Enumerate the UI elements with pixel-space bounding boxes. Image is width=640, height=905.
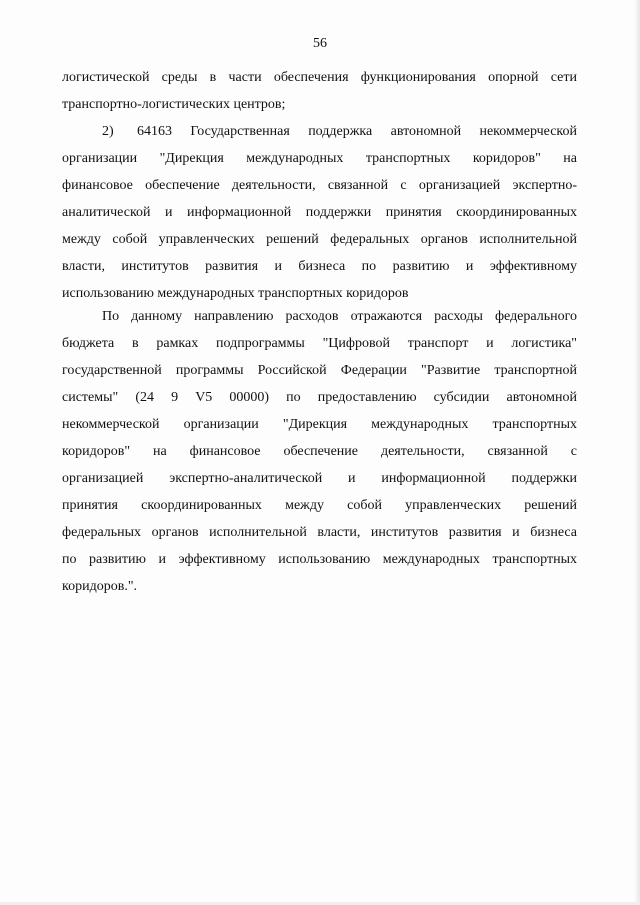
text-line: принятия скоординированных между собой управленческих решений	[62, 498, 577, 513]
text-line: системы" (24 9 V5 00000) по предоставлению субсидии автономной	[62, 390, 577, 405]
scan-edge-shadow	[634, 0, 640, 905]
page-number: 56	[313, 36, 327, 51]
text-line: некоммерческой организации "Дирекция международных транспортных	[62, 417, 577, 432]
text-line: между собой управленческих решений федеральных органов исполнительной	[62, 232, 577, 247]
text-line: бюджета в рамках подпрограммы "Цифровой транспорт и логистика"	[62, 336, 577, 351]
text-line: коридоров.".	[62, 579, 138, 594]
text-line: организацией экспертно-аналитической и информационной поддержки	[62, 471, 577, 486]
text-line: 64163 Государственная поддержка автономной некоммерческой	[137, 124, 577, 139]
text-line: По данному направлению расходов отражаются расходы федерального	[102, 309, 577, 324]
text-line: организации "Дирекция международных транспортных коридоров" на	[62, 151, 577, 166]
text-line: финансовое обеспечение деятельности, связанной с организацией экспертно-	[62, 178, 577, 193]
item-number: 2)	[102, 124, 114, 139]
text-line: использованию международных транспортных коридоров	[62, 286, 409, 301]
text-line: аналитической и информационной поддержки принятия скоординированных	[62, 205, 577, 220]
text-line: логистической среды в части обеспечения функционирования опорной сети	[62, 70, 577, 85]
text-line: транспортно-логистических центров;	[62, 97, 286, 112]
text-line: власти, институтов развития и бизнеса по развитию и эффективному	[62, 259, 577, 274]
text-line: коридоров" на финансовое обеспечение деятельности, связанной с	[62, 444, 577, 459]
text-line: по развитию и эффективному использованию международных транспортных	[62, 552, 577, 567]
text-line: федеральных органов исполнительной власти, институтов развития и бизнеса	[62, 525, 577, 540]
text-line: государственной программы Российской Федерации "Развитие транспортной	[62, 363, 577, 378]
